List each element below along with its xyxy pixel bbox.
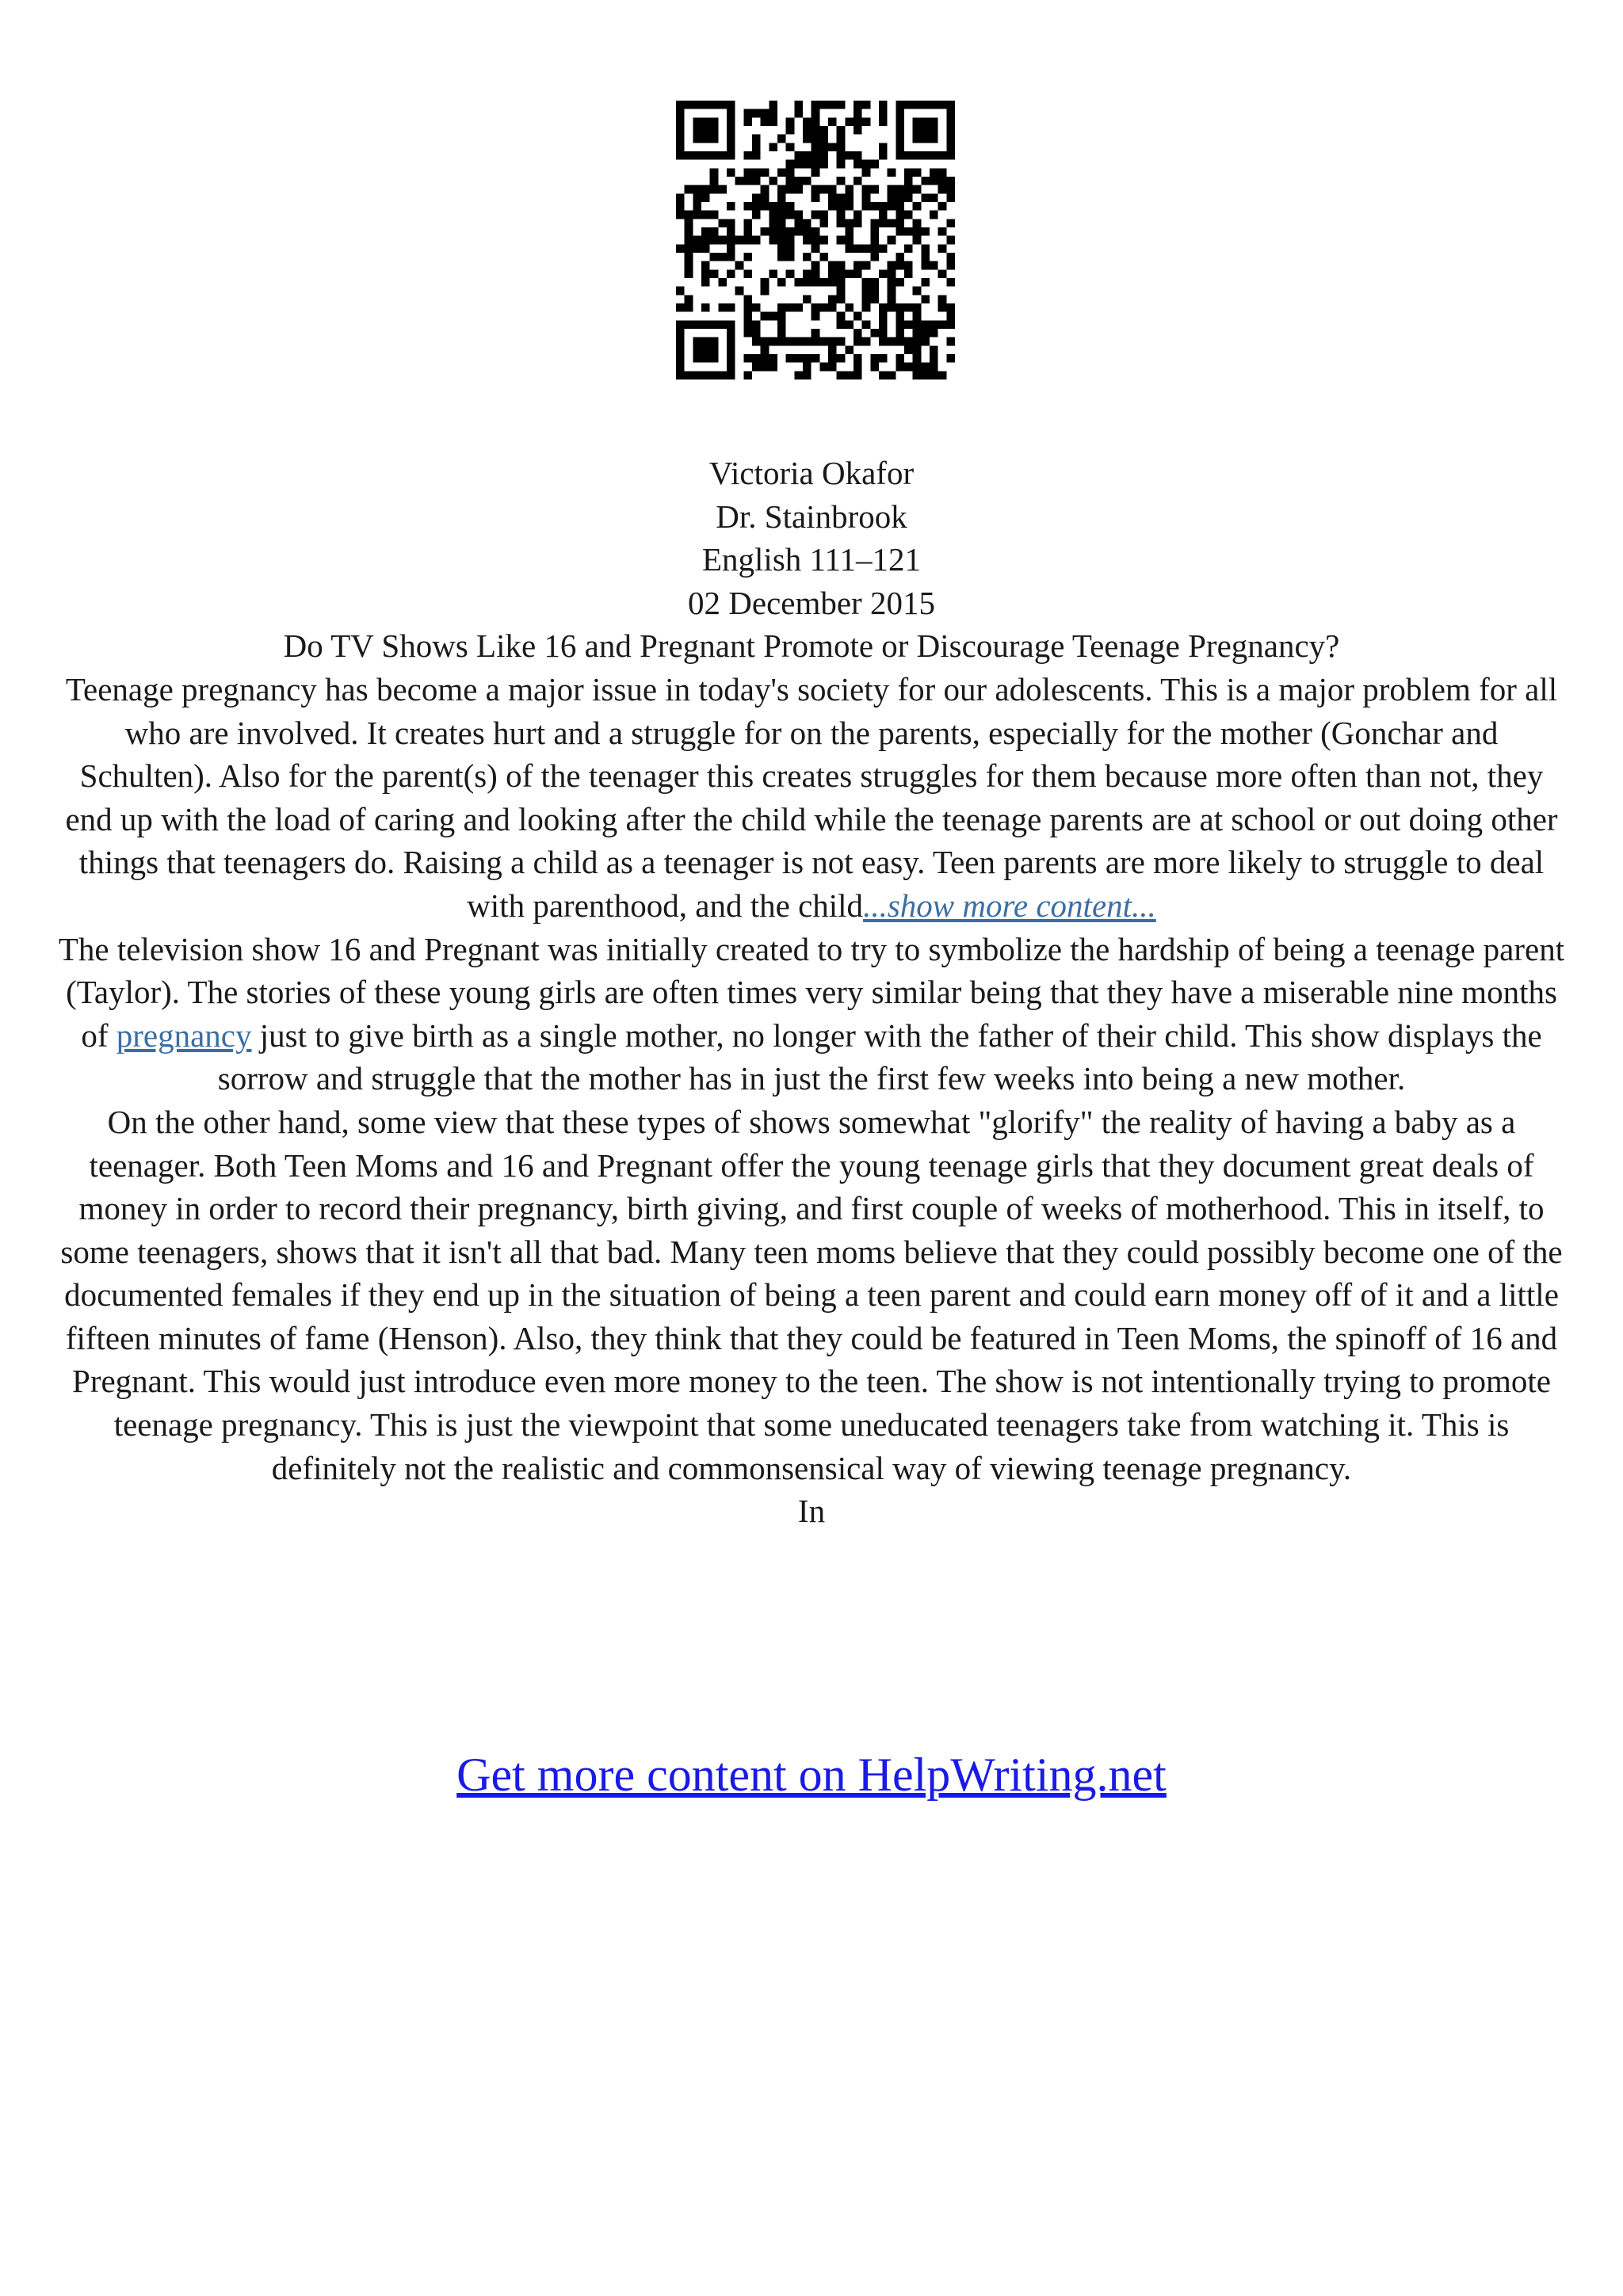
helpwriting-link[interactable]: Get more content on HelpWriting.net: [456, 1749, 1167, 1801]
paragraph-4: In: [797, 1493, 826, 1530]
paragraph-2: [55, 928, 1568, 1100]
author-name: Victoria Okafor: [708, 455, 915, 491]
cta-container: [0, 1743, 1623, 1806]
essay-title: Do TV Shows Like 16 and Pregnant Promote or Discourage Teenage Pregnancy?: [283, 627, 1340, 665]
pregnancy-link[interactable]: pregnancy: [116, 1016, 252, 1054]
qr-code-icon: [676, 101, 955, 379]
paragraph-2-text-before: The television show 16 and Pregnant was initially created to try to symbolize the hardship of being a teenage parent (Taylor). The stories of these young girls are often times very similar being that they have a miserable nine months of: [58, 930, 1565, 1054]
paragraph-3: On the other hand, some view that these types of shows somewhat "glorify" the reality of having a baby as a teenager. Both Teen Moms and 16 and Pregnant offer the young teenage girls that they document great deals of money in order to record their pregnancy, birth giving, and first couple of weeks of motherhood. This in itself, to some teenagers, shows that it isn't all that bad. Many teen moms believe that they could possibly become one of the documented females if they end up in the situation of being a teen parent and could earn money off of it and a little fifteen minutes of fame (Henson). Also, they think that they could be featured in Teen Moms, the spinoff of 16 and Pregnant. This would just introduce even more money to the teen. The show is not intentionally trying to promote teenage pregnancy. This is just the viewpoint that some uneducated teenagers take from watching it. This is definitely not the realistic and commonsensical way of viewing teenage pregnancy.: [60, 1103, 1563, 1486]
document-body: [55, 452, 1568, 1533]
essay-date: 02 December 2015: [688, 584, 935, 621]
paragraph-1-text: Teenage pregnancy has become a major issue in today's society for our adolescents. This is a major problem for all who are involved. It creates hurt and a struggle for on the parents, especially for the mother (Gonchar and Schulten). Also for the parent(s) of the teenager this creates struggles for them because more often than not, they end up with the load of caring and looking after the child while the teenage parents are at school or out doing other things that teenagers do. Raising a child as a teenager is not easy. Teen parents are more likely to struggle to deal with parenthood, and the child: [65, 670, 1558, 924]
course-name: English 111–121: [702, 541, 921, 578]
instructor-name: Dr. Stainbrook: [716, 498, 907, 535]
paragraph-2-text-after: just to give birth as a single mother, no longer with the father of their child. This show displays the sorrow and struggle that the mother has in just the first few weeks into being a new mother.: [217, 1016, 1542, 1097]
show-more-link[interactable]: ...show more content...: [863, 887, 1156, 924]
paragraph-1: [55, 668, 1568, 928]
